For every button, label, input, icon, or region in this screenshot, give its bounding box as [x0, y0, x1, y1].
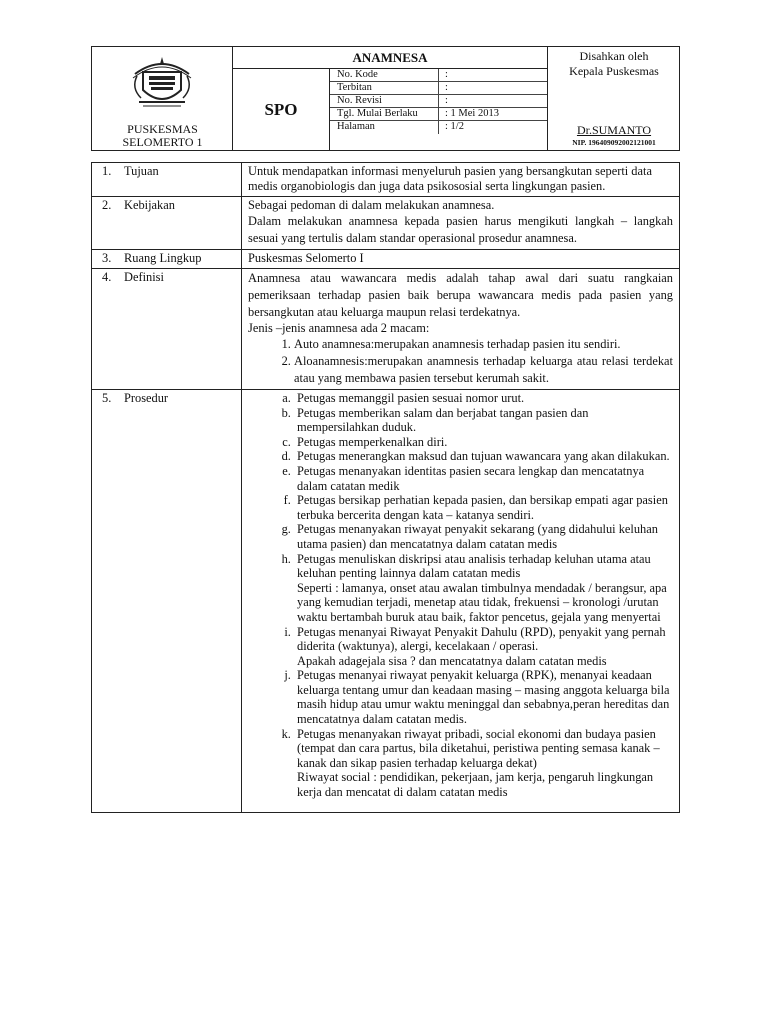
list-item: 2. Aloanamnesis:merupakan anamnesis terhadap keluarga atau relasi terdekat atau yang membawa pasien tersebut kerumah sakit. — [294, 353, 673, 387]
meta-label: Terbitan — [337, 82, 372, 93]
section-label: 4. Definisi — [92, 269, 242, 390]
document-header — [91, 46, 680, 151]
section-body — [242, 197, 680, 250]
meta-label: No. Revisi — [337, 95, 382, 106]
section-body — [242, 390, 680, 813]
document-title: ANAMNESA — [233, 47, 547, 69]
list-item: e. Petugas menanyakan identitas pasien secara lengkap dan mencatatnya dalam catatan medik — [294, 464, 673, 493]
section-kebijakan — [92, 197, 680, 250]
list-item: g. Petugas menanyakan riwayat penyakit sekarang (yang didahului keluhan utama pasien) dan mencatatnya dalam catatan medis — [294, 522, 673, 551]
list-item: b. Petugas memberikan salam dan berjabat tangan pasien dan mempersilahkan duduk. — [294, 406, 673, 435]
section-label: 3. Ruang Lingkup — [92, 250, 242, 269]
meta-row-code — [330, 69, 547, 82]
step-i-detail: Apakah adagejala sisa ? dan mencatatnya dalam catatan medis — [297, 653, 607, 668]
kebijakan-text-1: Sebagai pedoman di dalam melakukan anamnesa. — [248, 198, 495, 212]
section-ruang-lingkup — [92, 250, 680, 269]
meta-row-revision — [330, 95, 547, 108]
anamnesa-types-list — [248, 336, 673, 387]
section-body — [242, 250, 680, 269]
meta-value: : 1 Mei 2013 — [445, 108, 499, 119]
list-item: k. Petugas menanyakan riwayat pribadi, social ekonomi dan budaya pasien (tempat dan cara partus, bila diketahui, peristiwa penting semasa kanak – kanak dan sikap pasien terhadap keluarga dekat) Riwayat social : pendidikan, pekerjaan, jam kerja, pengaruh lingkungan kerja dan mencatat di dalam catatan medis — [294, 727, 673, 800]
section-label: 1. Tujuan — [92, 163, 242, 197]
document-metadata — [330, 69, 547, 151]
meta-label: No. Kode — [337, 69, 378, 80]
list-item: 1. Auto anamnesa:merupakan anamnesis terhadap pasien itu sendiri. — [294, 336, 673, 353]
list-item: f. Petugas bersikap perhatian kepada pasien, dan bersikap empati agar pasien terbuka bercerita dengan kata – katanya sendiri. — [294, 493, 673, 522]
approval-cell — [547, 47, 681, 151]
meta-value: : 1/2 — [445, 121, 464, 132]
sop-content-table — [91, 162, 680, 813]
section-label: 5. Prosedur — [92, 390, 242, 813]
approval-label — [548, 49, 680, 79]
section-label: 2. Kebijakan — [92, 197, 242, 250]
org-line-1: PUSKESMAS — [127, 122, 198, 136]
ruang-lingkup-text: Puskesmas Selomerto I — [248, 251, 364, 265]
approver-nip: NIP. 196409092002121001 — [572, 138, 656, 147]
section-body — [242, 269, 680, 390]
procedure-steps — [248, 391, 673, 800]
section-body — [242, 163, 680, 197]
org-line-2: SELOMERTO 1 — [122, 135, 203, 149]
logo-cell — [92, 47, 233, 151]
meta-label: Halaman — [337, 121, 375, 132]
list-item: d. Petugas menerangkan maksud dan tujuan wawancara yang akan dilakukan. — [294, 449, 673, 464]
kebijakan-text-2: Dalam melakukan anamnesa kepada pasien harus mengikuti langkah – langkah sesuai yang tertulis dalam standar operasional prosedur anamnesa. — [248, 214, 673, 245]
meta-label: Tgl. Mulai Berlaku — [337, 108, 418, 119]
section-tujuan — [92, 163, 680, 197]
definisi-types-intro: Jenis –jenis anamnesa ada 2 macam: — [248, 321, 430, 335]
definisi-text: Anamnesa atau wawancara medis adalah tahap awal dari suatu rangkaian pemeriksaan terhadap pasien baik berupa wawancara medis pada pasien yang bersangkutan atau keluarga maupun relasi terdekatnya. — [248, 271, 673, 319]
section-prosedur — [92, 390, 680, 813]
emblem-icon — [129, 52, 195, 110]
meta-value: : — [445, 82, 448, 93]
meta-row-issue — [330, 82, 547, 95]
list-item: c. Petugas memperkenalkan diri. — [294, 435, 673, 450]
organization-name — [92, 123, 233, 149]
list-item: a. Petugas memanggil pasien sesuai nomor urut. — [294, 391, 673, 406]
tujuan-text: Untuk mendapatkan informasi menyeluruh pasien yang bersangkutan seperti data medis organobiologis dan juga data psikososial serta lingkungan pasien. — [248, 164, 652, 193]
step-h-detail: Seperti : lamanya, onset atau awalan timbulnya mendadak / berangsur, apa yang kemudian terjadi, menetap atau tidak, frekuensi – kronologi /urutan waktu bertambah buruk atau baik, faktor pencetus, gejala yang menyertai — [297, 580, 667, 624]
approver-name: Dr.SUMANTO — [576, 123, 652, 137]
approval-line-2: Kepala Puskesmas — [569, 64, 659, 78]
step-k-detail: Riwayat social : pendidikan, pekerjaan, jam kerja, pengaruh lingkungan kerja dan mencatat di dalam catatan medis — [297, 770, 654, 800]
meta-value: : — [445, 95, 448, 106]
meta-value: : — [445, 69, 448, 80]
section-definisi — [92, 269, 680, 390]
list-item: i. Petugas menanyai Riwayat Penyakit Dahulu (RPD), penyakit yang pernah diderita (waktunya), alergi, kecelakaan / operasi. Apakah adagejala sisa ? dan mencatatnya dalam catatan medis — [294, 625, 673, 669]
list-item: h. Petugas menuliskan diskripsi atau analisis terhadap keluhan utama atau keluhan penting lainnya dalam catatan medis Seperti : lamanya, onset atau awalan timbulnya mendadak / berangsur, apa yang kemudian terjadi, menetap atau tidak, frekuensi – kronologi /urutan waktu bertambah buruk atau baik, faktor pencetus, gejala yang menyertai — [294, 552, 673, 625]
document-type: SPO — [233, 69, 330, 151]
list-item: j. Petugas menanyai riwayat penyakit keluarga (RPK), menanyai keadaan keluarga tentang umur dan keadaan masing – masing anggota keluarga bila masih hidup atau umur waktu meninggal dan sebabnya,peran hereditas dan mencatatnya dalam catatan medis. — [294, 668, 673, 726]
approval-line-1: Disahkan oleh — [579, 49, 649, 63]
meta-row-effective-date — [330, 108, 547, 121]
meta-row-page — [330, 121, 547, 134]
